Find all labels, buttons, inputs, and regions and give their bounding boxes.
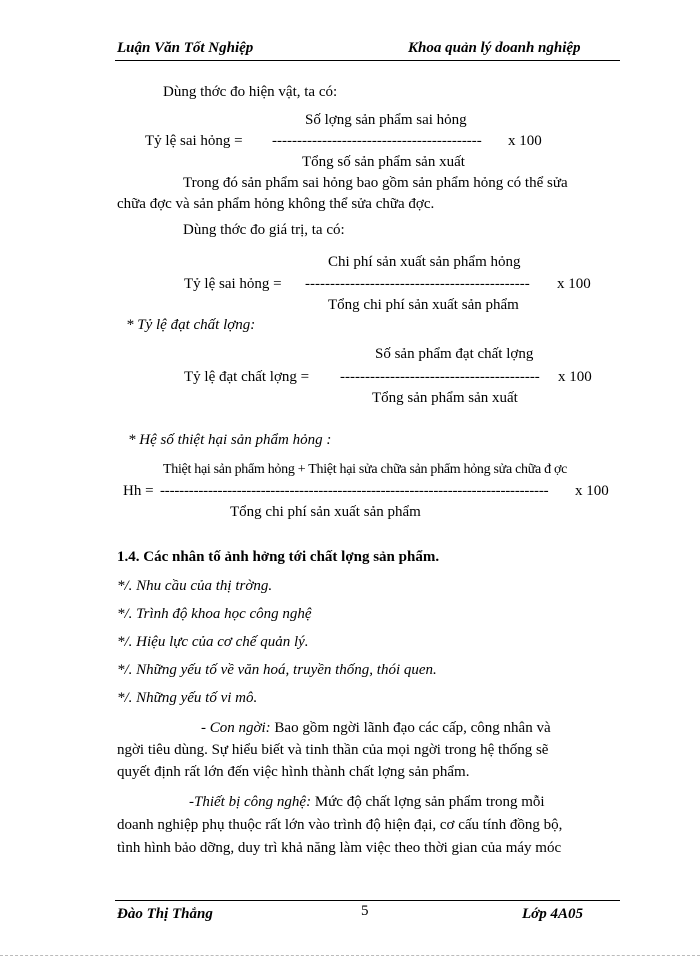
factor-item: */. Trình độ khoa học công nghệ <box>117 606 312 622</box>
block3-fraction-line: ---------------------------------------- <box>340 369 540 385</box>
footer-right: Lớp 4A05 <box>522 906 583 922</box>
block4-denominator: Tổng chi phí sản xuất sản phẩm <box>230 504 421 520</box>
para3-line3: tình hình bảo dỡng, duy trì khả năng làm việc theo thời gian của máy móc <box>117 840 562 856</box>
para2-line3: quyết định rất lớn đến việc hình thành chất lợng sản phẩm. <box>117 764 470 780</box>
block1-multiplier: x 100 <box>508 133 542 149</box>
factor-item: */. Hiệu lực của cơ chế quản lý. <box>117 634 309 650</box>
section-title: 1.4. Các nhân tố ảnh hởng tới chất lợng sản phẩm. <box>117 549 440 565</box>
para3-line1 <box>189 794 545 811</box>
page-edge <box>0 955 700 956</box>
block2-intro: Dùng thớc đo giá trị, ta có: <box>183 222 345 238</box>
para3-lead: -Thiết bị công nghệ: <box>189 794 312 810</box>
header-right: Khoa quản lý doanh nghiệp <box>408 40 581 56</box>
block1-numerator: Số lợng sản phẩm sai hỏng <box>305 112 467 128</box>
footer-rule <box>115 900 620 901</box>
para2-line1-rest: Bao gồm ngời lãnh đạo các cấp, công nhân và <box>270 720 551 736</box>
block2-denominator: Tổng chi phí sản xuất sản phẩm <box>328 297 519 313</box>
para2-lead: - Con ngời: <box>201 720 271 736</box>
block3-heading: * Tỷ lệ đạt chất lợng: <box>126 317 256 333</box>
block4-numerator: Thiệt hại sản phẩm hỏng + Thiệt hại sửa chữa sản phẩm hỏng sửa chữa đ ợc <box>163 462 568 477</box>
block3-label: Tỷ lệ đạt chất lợng = <box>184 369 310 385</box>
block4-fraction-line: --------------------------------------------------------------------------------- <box>160 483 549 499</box>
block1-label: Tỷ lệ sai hỏng = <box>145 133 243 149</box>
para1-line1: Trong đó sản phẩm sai hỏng bao gồm sản phẩm hỏng có thể sửa <box>183 175 568 191</box>
page-number: 5 <box>361 903 369 919</box>
block2-multiplier: x 100 <box>557 276 591 292</box>
factor-item: */. Nhu cầu của thị trờng. <box>117 578 273 594</box>
block2-label: Tỷ lệ sai hỏng = <box>184 276 282 292</box>
factor-item: */. Những yếu tố vi mô. <box>117 690 258 706</box>
para3-line2: doanh nghiệp phụ thuộc rất lớn vào trình độ hiện đại, cơ cấu tính đồng bộ, <box>117 817 563 833</box>
header-left: Luận Văn Tốt Nghiệp <box>117 40 254 56</box>
block3-multiplier: x 100 <box>558 369 592 385</box>
block3-denominator: Tổng sản phẩm sản xuất <box>372 390 518 406</box>
block4-label: Hh = <box>123 483 154 499</box>
block3-numerator: Số sản phẩm đạt chất lợng <box>375 346 534 362</box>
block1-intro: Dùng thớc đo hiện vật, ta có: <box>163 84 338 100</box>
block2-fraction-line: --------------------------------------------- <box>305 276 530 292</box>
factor-item: */. Những yếu tố về văn hoá, truyền thống, thói quen. <box>117 662 437 678</box>
para2-line2: ngời tiêu dùng. Sự hiểu biết và tinh thần của mọi ngời trong hệ thống sẽ <box>117 742 549 758</box>
para2-line1 <box>201 720 551 737</box>
para3-line1-rest: Mức độ chất lợng sản phẩm trong mỗi <box>311 794 545 810</box>
block1-denominator: Tổng số sản phẩm sản xuất <box>302 154 465 170</box>
block2-numerator: Chi phí sản xuất sản phẩm hỏng <box>328 254 521 270</box>
para1-line2: chữa đợc và sản phẩm hỏng không thể sửa chữa đợc. <box>117 196 435 212</box>
block4-heading: * Hệ số thiệt hại sản phẩm hỏng : <box>128 432 332 448</box>
block4-multiplier: x 100 <box>575 483 609 499</box>
block1-fraction-line: ------------------------------------------ <box>272 133 482 149</box>
footer-left: Đào Thị Thắng <box>117 906 213 922</box>
header-rule <box>115 60 620 61</box>
